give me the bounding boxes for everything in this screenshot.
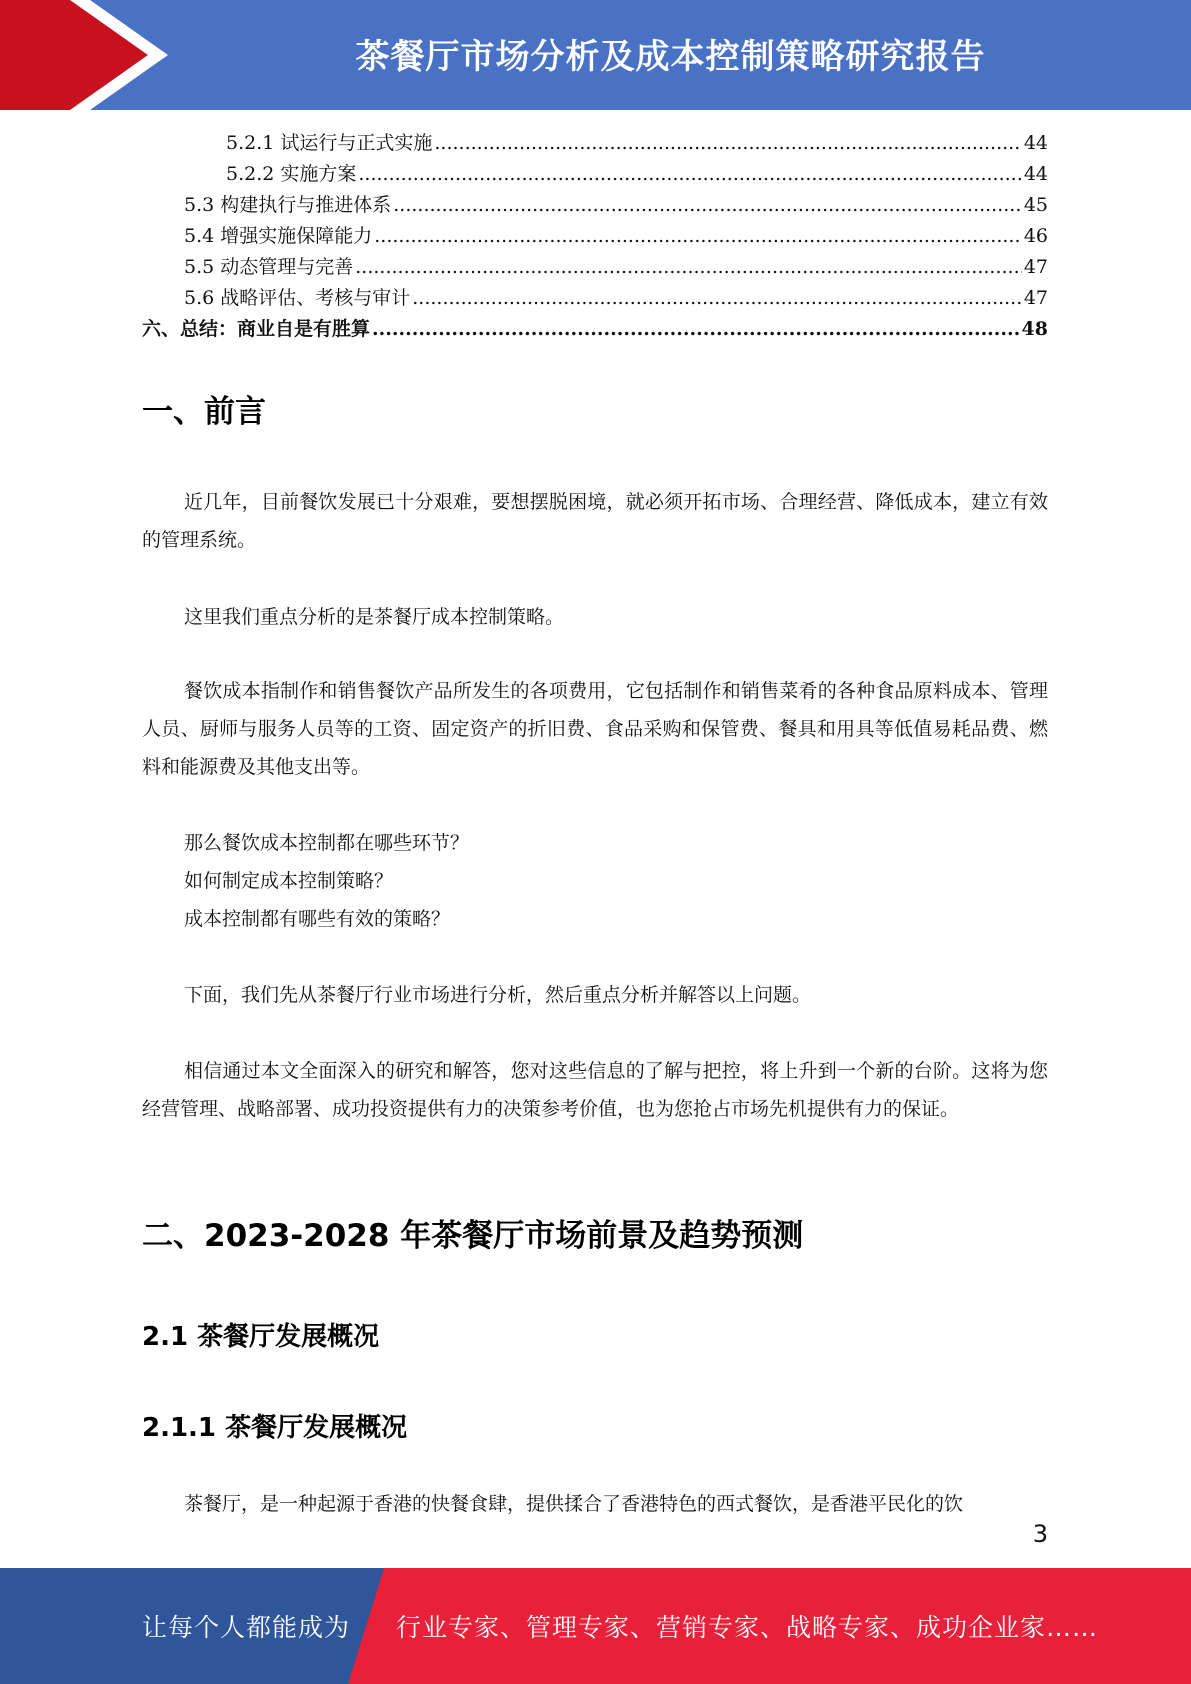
toc-leader-dots	[412, 283, 1022, 314]
toc-leader-dots	[434, 128, 1021, 159]
toc-entry[interactable]	[142, 190, 1048, 221]
toc-entry[interactable]	[142, 159, 1048, 190]
toc-entry[interactable]	[142, 314, 1048, 345]
paragraph: 这里我们重点分析的是茶餐厅成本控制策略。	[184, 606, 565, 628]
toc-entry-page: 46	[1023, 225, 1048, 247]
toc-leader-dots	[393, 190, 1022, 221]
paragraph: 茶餐厅，是一种起源于香港的快餐食肆，提供揉合了香港特色的西式餐饮，是香港平民化的饮	[184, 1493, 964, 1515]
page-header	[0, 0, 1191, 110]
page-number: 3	[1032, 1520, 1048, 1548]
toc-entry-page: 45	[1023, 194, 1048, 216]
toc-entry-title: 5.2.1 试运行与正式实施	[226, 132, 433, 154]
section-heading-preface: 一、前言	[142, 394, 266, 430]
toc-entry-page: 44	[1023, 163, 1048, 185]
toc-entry[interactable]	[142, 221, 1048, 252]
toc-leader-dots	[355, 252, 1022, 283]
toc-entry[interactable]	[142, 252, 1048, 283]
toc-entry[interactable]	[142, 283, 1048, 314]
subsubsection-heading: 2.1.1 茶餐厅发展概况	[142, 1413, 408, 1443]
toc-entry-title: 5.2.2 实施方案	[226, 163, 357, 185]
question-line: 那么餐饮成本控制都在哪些环节？	[184, 832, 470, 854]
footer-slogan-left: 让每个人都能成为	[142, 1613, 351, 1642]
page-footer	[0, 1568, 1191, 1684]
toc-entry-page: 47	[1023, 287, 1048, 309]
header-arrow-decoration	[0, 0, 200, 110]
toc-entry-title: 5.4 增强实施保障能力	[184, 225, 373, 247]
footer-slogan-right: 行业专家、管理专家、营销专家、战略专家、成功企业家……	[396, 1613, 1099, 1642]
question-line: 成本控制都有哪些有效的策略？	[184, 908, 451, 930]
subsection-heading: 2.1 茶餐厅发展概况	[142, 1322, 380, 1352]
section-heading-market-forecast: 二、2023-2028 年茶餐厅市场前景及趋势预测	[142, 1218, 804, 1254]
paragraph: 餐饮成本指制作和销售餐饮产品所发生的各项费用，它包括制作和销售菜肴的各种食品原料成本、管理人员、厨师与服务人员等的工资、固定资产的折旧费、食品采购和保管费、餐具和用具等低值易耗品费、燃料和能源费及其他支出等。	[142, 680, 1048, 778]
paragraph: 相信通过本文全面深入的研究和解答，您对这些信息的了解与把控，将上升到一个新的台阶。这将为您经营管理、战略部署、成功投资提供有力的决策参考价值，也为您抢占市场先机提供有力的保证。	[142, 1060, 1048, 1120]
toc-leader-dots	[374, 221, 1022, 252]
report-title: 茶餐厅市场分析及成本控制策略研究报告	[355, 36, 986, 77]
toc-entry-title: 5.3 构建执行与推进体系	[184, 194, 392, 216]
toc-entry-title: 5.6 战略评估、考核与审计	[184, 287, 411, 309]
toc-entry[interactable]	[142, 128, 1048, 159]
toc-leader-dots	[358, 159, 1021, 190]
paragraph: 近几年，目前餐饮发展已十分艰难，要想摆脱困境，就必须开拓市场、合理经营、降低成本，建立有效的管理系统。	[142, 491, 1048, 551]
table-of-contents	[142, 128, 1048, 345]
question-line: 如何制定成本控制策略？	[184, 870, 394, 892]
toc-entry-title: 六、总结：商业自是有胜算	[142, 318, 371, 340]
toc-leader-dots	[372, 314, 1020, 345]
toc-entry-page: 48	[1021, 318, 1048, 340]
toc-entry-page: 44	[1023, 132, 1048, 154]
toc-entry-page: 47	[1023, 256, 1048, 278]
paragraph: 下面，我们先从茶餐厅行业市场进行分析，然后重点分析并解答以上问题。	[184, 984, 812, 1006]
toc-entry-title: 5.5 动态管理与完善	[184, 256, 354, 278]
